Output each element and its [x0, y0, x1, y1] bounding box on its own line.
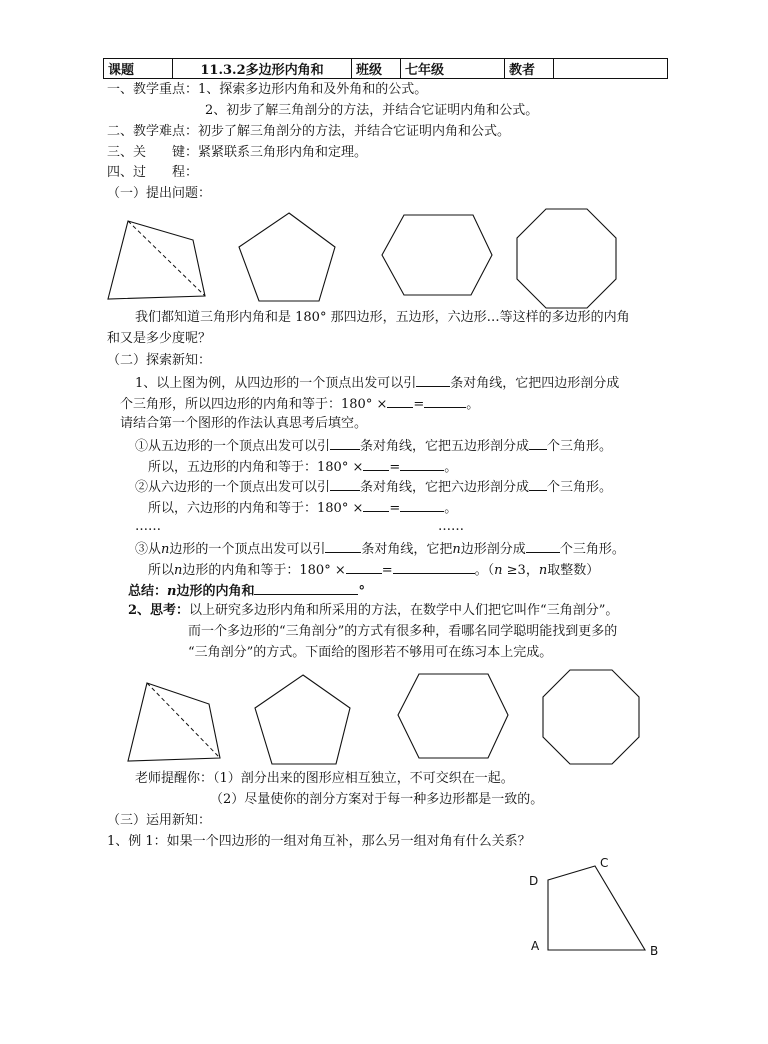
label-d: D	[529, 874, 539, 888]
polygon-figures-row2	[110, 670, 750, 770]
blank-quad-sum[interactable]	[424, 394, 466, 408]
think-line2: 而一个多边形的“三角剖分”的方式有很多种，看哪名同学聪明能找到更多的	[188, 624, 618, 639]
example1: 1、例 1：如果一个四边形的一组对角互补，那么另一组对角有什么关系？	[107, 834, 531, 849]
explore1-line2: 个三角形，所以四边形的内角和等于：180° × = 。	[120, 394, 479, 414]
octagon-shape	[517, 209, 616, 308]
hexagon-shape	[382, 215, 492, 295]
dots-left: ……	[135, 519, 161, 534]
think-line1: 2、思考：以上研究多边形内角和所采用的方法，在数学中人们把它叫作“三角剖分”。	[128, 603, 619, 618]
blank-diagonals-quad[interactable]	[416, 373, 450, 387]
question-line1: 我们都知道三角形内角和是 180° 那四边形，五边形，六边形…等这样的多边形的内角	[135, 310, 630, 325]
think-line3: “三角剖分”的方式。下面给的图形若不够用可在练习本上完成。	[188, 645, 553, 660]
blank-pentagon-factor[interactable]	[363, 457, 389, 471]
example-quadrilateral-figure	[520, 850, 670, 965]
blank-hexagon-sum[interactable]	[400, 498, 444, 512]
blank-ngon-factor[interactable]	[346, 560, 382, 574]
quadrilateral-abcd	[548, 866, 645, 950]
blank-triangles-pentagon[interactable]	[529, 436, 547, 450]
difficulty: 二、教学难点：初步了解三角剖分的方法，并结合它证明内角和公式。	[107, 124, 511, 139]
hexagon-shape-2	[398, 674, 508, 758]
course-label: 课题	[104, 59, 173, 79]
blank-diagonals-hexagon[interactable]	[330, 477, 360, 491]
blank-ngon-sum[interactable]	[393, 560, 475, 574]
blank-diagonals-ngon[interactable]	[325, 539, 361, 553]
blank-summary[interactable]	[254, 581, 358, 595]
dots-right: ……	[438, 519, 464, 534]
quadrilateral-diagonal-2	[147, 683, 220, 758]
pentagon-line: ①从五边形的一个顶点出发可以引 条对角线，它把五边形剖分成 个三角形。	[135, 436, 612, 456]
polygon-figures-row1	[100, 205, 740, 305]
part3-title: （三）运用新知：	[107, 813, 212, 828]
octagon-shape-2	[543, 670, 639, 764]
label-b: B	[650, 944, 659, 958]
pentagon-sum-line: 所以，五边形的内角和等于：180° × = 。	[148, 457, 457, 477]
teacher-value	[554, 59, 668, 79]
remind-line2: （2）尽量使你的剖分方案对于每一种多边形都是一致的。	[210, 792, 544, 807]
process: 四、过 程：	[107, 165, 199, 180]
class-label: 班级	[352, 59, 401, 79]
teacher-label: 教者	[505, 59, 554, 79]
hexagon-line: ②从六边形的一个顶点出发可以引 条对角线，它把六边形剖分成 个三角形。	[135, 477, 612, 497]
summary-line: 总结：n边形的内角和 °	[128, 581, 365, 601]
blank-triangles-ngon[interactable]	[526, 539, 560, 553]
blank-quad-factor[interactable]	[387, 394, 413, 408]
ngon-sum-line: 所以n边形的内角和等于：180° × = 。（n ≥3，n取整数）	[148, 560, 599, 580]
pentagon-shape-2	[255, 675, 350, 764]
blank-diagonals-pentagon[interactable]	[330, 436, 360, 450]
course-value: 11.3.2多边形内角和	[173, 59, 352, 79]
blank-triangles-hexagon[interactable]	[529, 477, 547, 491]
label-a: A	[531, 939, 540, 953]
header-table	[103, 58, 668, 79]
key: 三、关 键：紧紧联系三角形内角和定理。	[107, 145, 368, 160]
quadrilateral-shape	[108, 221, 205, 299]
key-points-2: 2、初步了解三角剖分的方法，并结合它证明内角和公式。	[205, 103, 539, 118]
explore1-line1: 1、以上图为例，从四边形的一个顶点出发可以引 条对角线，它把四边形剖分成	[135, 373, 619, 393]
instruction: 请结合第一个图形的作法认真思考后填空。	[120, 416, 368, 431]
pentagon-shape	[239, 213, 335, 301]
part1-title: （一）提出问题：	[107, 186, 212, 201]
quadrilateral-shape-2	[128, 683, 220, 761]
label-c: C	[600, 856, 609, 870]
key-points-1: 一、教学重点：1、探索多边形内角和及外角和的公式。	[107, 82, 428, 97]
blank-hexagon-factor[interactable]	[363, 498, 389, 512]
ngon-line: ③从n边形的一个顶点出发可以引 条对角线，它把n边形剖分成 个三角形。	[135, 539, 625, 559]
blank-pentagon-sum[interactable]	[400, 457, 444, 471]
part2-title: （二）探索新知：	[107, 353, 212, 368]
remind-line1: 老师提醒你：（1）剖分出来的图形应相互独立，不可交织在一起。	[135, 771, 514, 786]
hexagon-sum-line: 所以，六边形的内角和等于：180° × = 。	[148, 498, 457, 518]
question-line2: 和又是多少度呢？	[107, 331, 212, 346]
class-value: 七年级	[401, 59, 505, 79]
